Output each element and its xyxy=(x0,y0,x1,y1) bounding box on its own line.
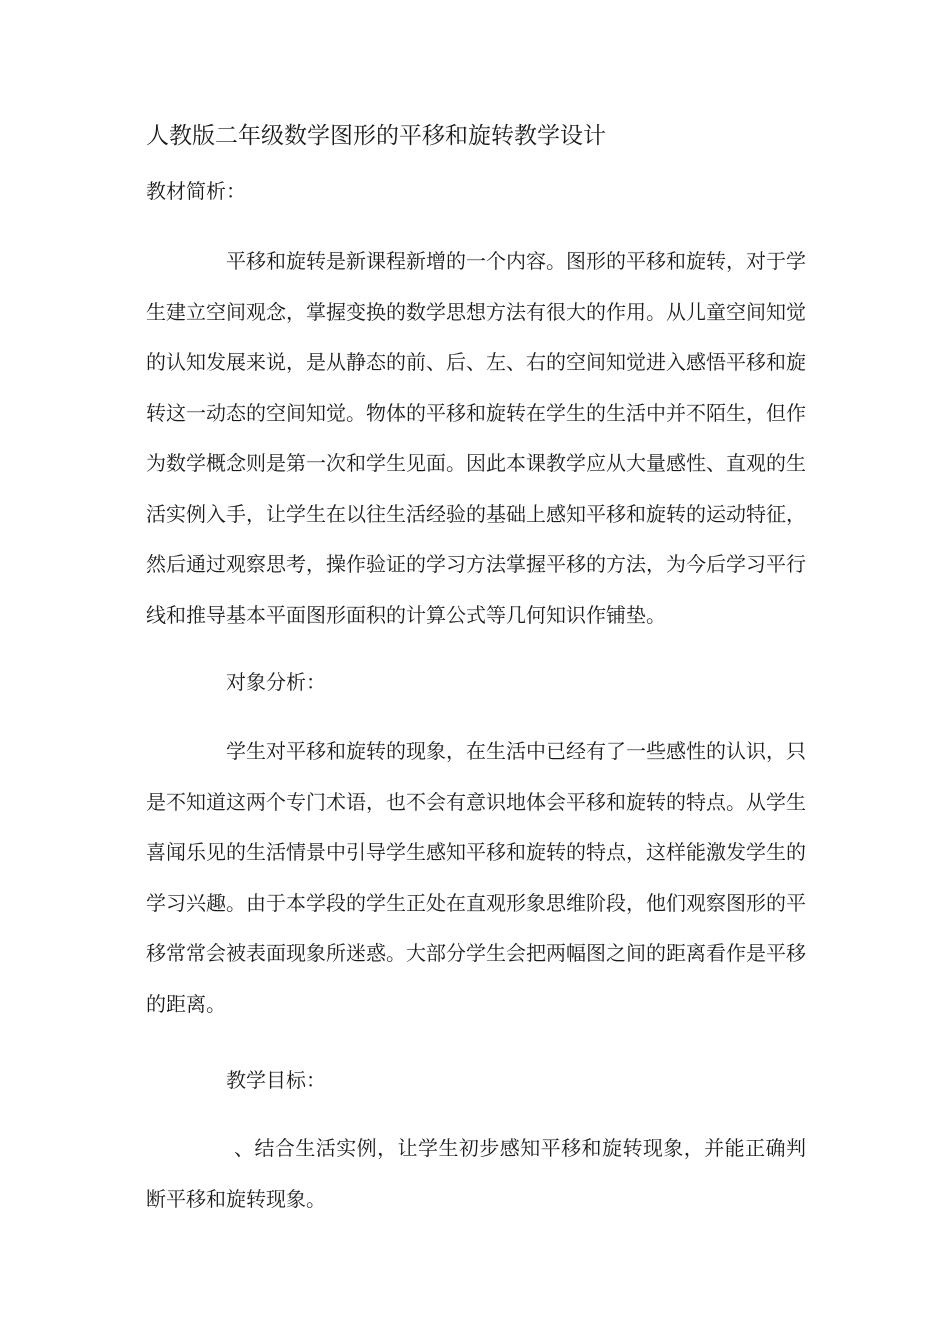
paragraph-learner-analysis: 学生对平移和旋转的现象，在生活中已经有了一些感性的认识，只是不知道这两个专门术语，也不会有意识地体会平移和旋转的特点。从学生喜闻乐见的生活情景中引导学生感知平移和旋转的特点，这样能激发学生的学习兴趣。由于本学段的学生正处在直观形象思维阶段，他们观察图形的平移常常会被表面现象所迷惑。大部分学生会把两幅图之间的距离看作是平移的距离。 xyxy=(146,739,806,1016)
section-heading-teaching-objectives: 教学目标： xyxy=(226,1068,326,1092)
section-heading-learner-analysis: 对象分析： xyxy=(226,670,326,694)
paragraph-textbook-analysis: 平移和旋转是新课程新增的一个内容。图形的平移和旋转，对于学生建立空间观念，掌握变换的数学思想方法有很大的作用。从儿童空间知觉的认知发展来说，是从静态的前、后、左、右的空间知觉进入感悟平移和旋转这一动态的空间知觉。物体的平移和旋转在学生的生活中并不陌生，但作为数学概念则是第一次和学生见面。因此本课教学应从大量感性、直观的生活实例入手，让学生在以往生活经验的基础上感知平移和旋转的运动特征，然后通过观察思考，操作验证的学习方法掌握平移的方法，为今后学习平行线和推导基本平面图形面积的计算公式等几何知识作铺垫。 xyxy=(146,249,806,627)
document-title: 人教版二年级数学图形的平移和旋转教学设计 xyxy=(146,123,606,149)
section-heading-textbook-analysis: 教材简析： xyxy=(146,179,246,203)
paragraph-objective-1: 、结合生活实例，让学生初步感知平移和旋转现象，并能正确判断平移和旋转现象。 xyxy=(146,1136,806,1211)
